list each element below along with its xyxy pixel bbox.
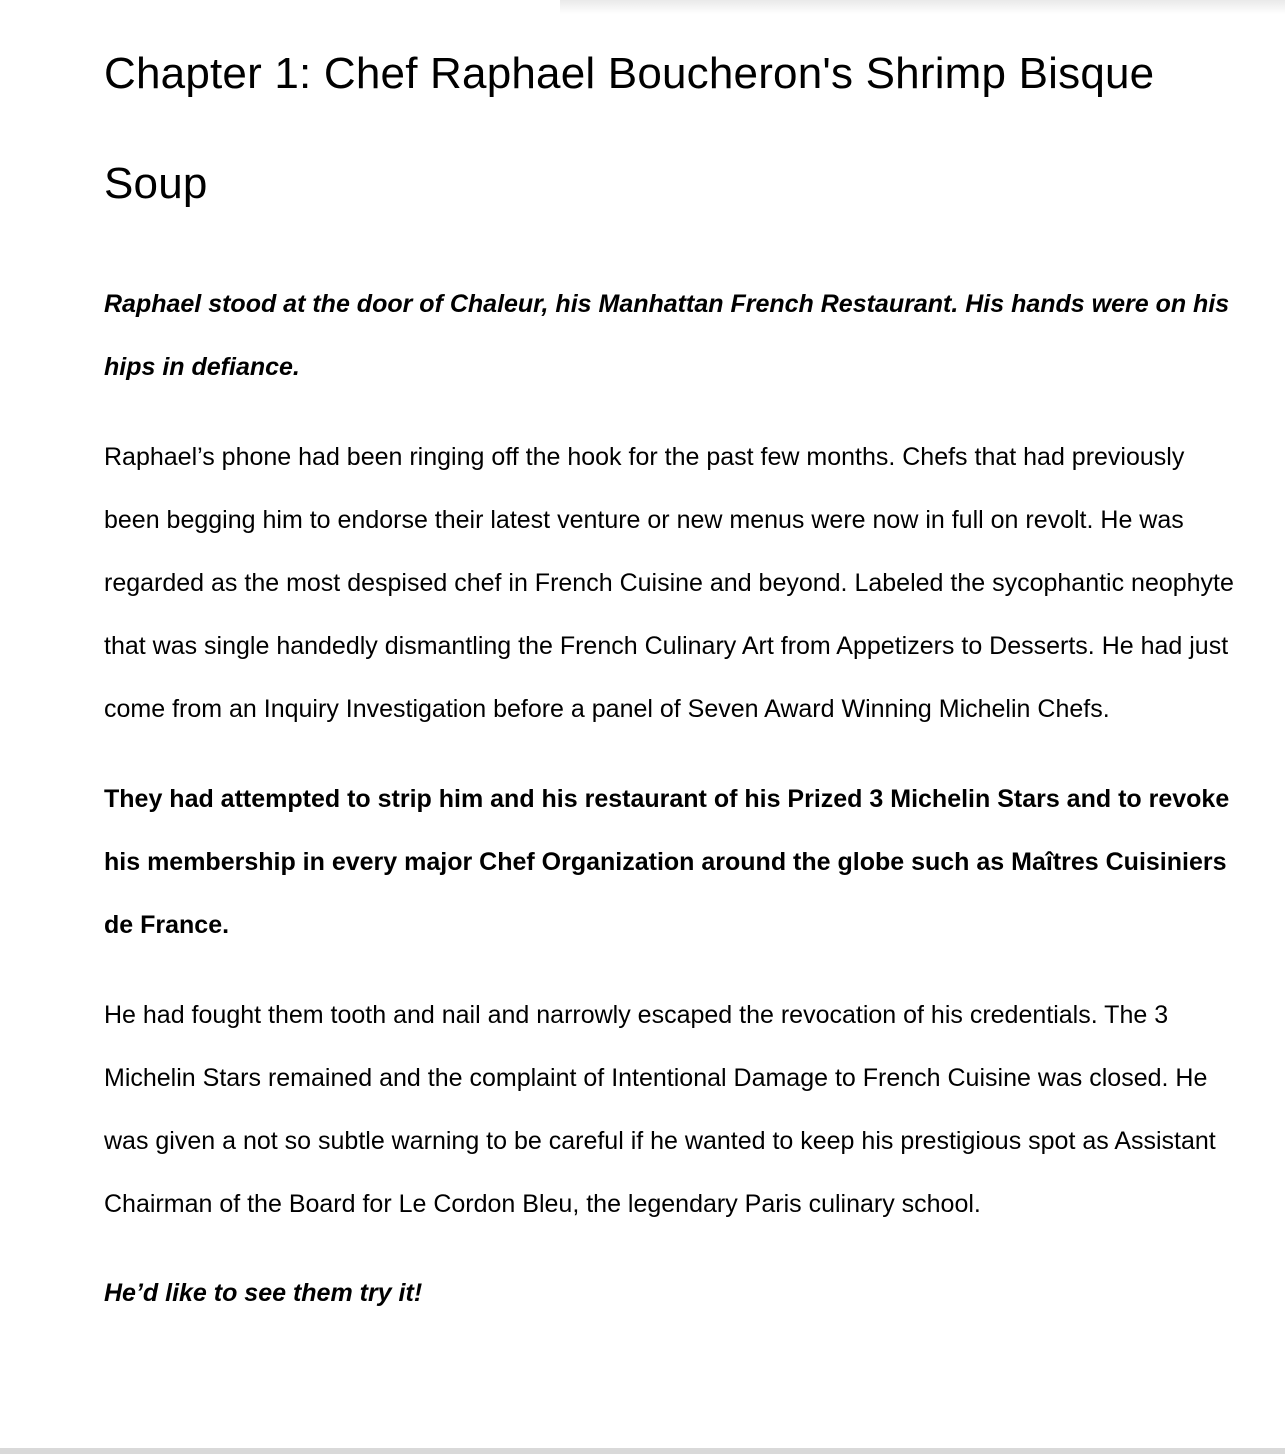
document-body bbox=[104, 0, 1244, 1325]
chapter-title: Chapter 1: Chef Raphael Boucheron's Shrimp Bisque Soup bbox=[104, 49, 1155, 208]
fought-paragraph: He had fought them tooth and nail and narrowly escaped the revocation of his credentials. The 3 Michelin Stars remained and the complaint of Intentional Damage to French Cuisine was closed. He was given a not so subtle warning to be careful if he wanted to keep his prestigious spot as Assistant Chairman of the Board for Le Cordon Bleu, the legendary Paris culinary school. bbox=[104, 1001, 1216, 1218]
opening-paragraph: Raphael stood at the door of Chaleur, his Manhattan French Restaurant. His hands were on his hips in defiance. bbox=[104, 290, 1230, 381]
phone-paragraph: Raphael’s phone had been ringing off the hook for the past few months. Chefs that had previously been begging him to endorse their latest venture or new menus were now in full on revolt. He was regarded as the most despised chef in French Cuisine and beyond. Labeled the sycophantic neophyte that was single handedly dismantling the French Culinary Art from Appetizers to Desserts. He had just come from an Inquiry Investigation before a panel of Seven Award Winning Michelin Chefs. bbox=[104, 443, 1234, 723]
closing-paragraph: He’d like to see them try it! bbox=[104, 1279, 423, 1307]
page-bottom-divider bbox=[0, 1448, 1285, 1454]
attempt-paragraph: They had attempted to strip him and his restaurant of his Prized 3 Michelin Stars and to revoke his membership in every major Chef Organization around the globe such as Maîtres Cuisiniers de France. bbox=[104, 785, 1230, 939]
